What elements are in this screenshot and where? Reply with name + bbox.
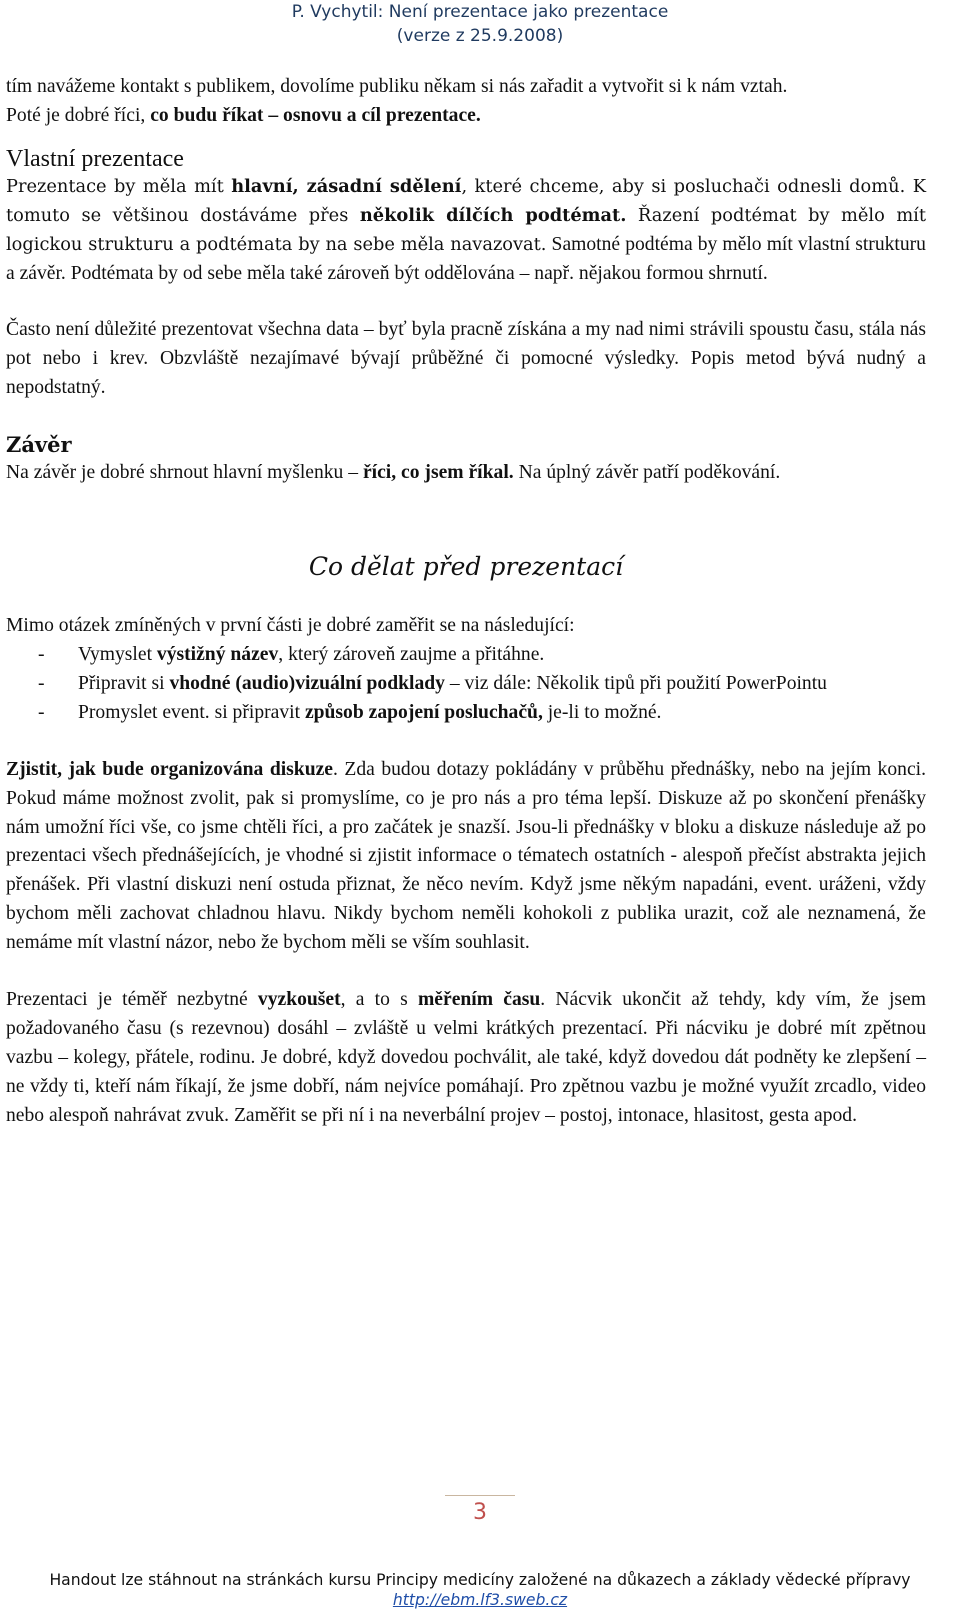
list-item bbox=[6, 699, 926, 728]
bold-text: několik dílčích podtémat. bbox=[359, 204, 627, 226]
text: Promyslet event. si připravit bbox=[78, 701, 305, 723]
dash-bullet: - bbox=[38, 672, 45, 694]
footer-link[interactable]: http://ebm.lf3.sweb.cz bbox=[392, 1591, 568, 1609]
document-body bbox=[6, 73, 926, 1131]
dash-bullet: - bbox=[38, 643, 45, 665]
section-heading-vlastni: Vlastní prezentace bbox=[6, 145, 184, 172]
header-title: P. Vychytil: Není prezentace jako prezentace bbox=[291, 2, 669, 22]
list-item bbox=[6, 670, 926, 699]
text: Prezentaci je téměř nezbytné bbox=[6, 989, 258, 1011]
footer-note: Handout lze stáhnout na stránkách kursu Principy medicíny založené na důkazech a základy vědecké přípravy bbox=[49, 1571, 911, 1589]
text: Řazení podtémat by mělo mít logickou strukturu a podtémata by na sebe měla navazovat. bbox=[6, 204, 927, 255]
text: – viz dále: Několik tipů při použití PowerPointu bbox=[444, 672, 827, 694]
header-version: (verze z 25.9.2008) bbox=[396, 26, 564, 46]
text: tím navážeme kontakt s publikem, dovolíme publiku někam si nás zařadit a vytvořit si k nám vztah. bbox=[6, 76, 788, 97]
text: Prezentace by měla mít bbox=[6, 175, 232, 197]
bold-text: hlavní, zásadní sdělení bbox=[231, 175, 462, 197]
text: Připravit si bbox=[78, 672, 170, 694]
page-number-divider bbox=[445, 1495, 515, 1496]
text: Samotné podtéma by mělo mít vlastní strukturu a závěr. Podtémata by od sebe měla také zároveň být oddělována – např. nějakou formou shrnutí. bbox=[6, 233, 926, 284]
text: Na závěr je dobré shrnout hlavní myšlenku – bbox=[6, 462, 363, 484]
text: Na úplný závěr patří poděkování. bbox=[513, 462, 781, 484]
bold-text: říci, co jsem říkal. bbox=[362, 462, 514, 484]
paragraph bbox=[6, 173, 926, 289]
bold-text: výstižný název bbox=[156, 643, 279, 665]
chapter-heading: Co dělat před prezentací bbox=[308, 552, 624, 582]
text: . Zda budou dotazy pokládány v průběhu přednášky, nebo na jejím konci. Pokud máme možnost zvolit, pak si promyslíme, co je pro nás a pro téma lepší. Diskuze až po skončení přenášky nám umožní říci vše, co jsme chtěli říci, a pro začátek je snazší. Jsou-li přednášky v bloku a diskuze následuje až po prezentaci všech přednášejících, je vhodné si zjistit informace o tématech ostatních - alespoň přečíst abstrakta jejich přenášek. Při vlastní diskuzi není ostuda přiznat, že něco nevím. Když jsme někým napadáni, event. uráženi, vždy bychom měli zachovat chladnou hlavu. Nikdy bychom neměli kohokoli z publika urazit, což ale neznamená, že nemáme mít vlastní názor, nebo že bychom měli se vším souhlasit. bbox=[6, 758, 926, 954]
bold-text: vyzkoušet bbox=[257, 989, 341, 1011]
bullet-list bbox=[6, 641, 926, 728]
paragraph bbox=[6, 756, 926, 958]
bold-text: způsob zapojení posluchačů, bbox=[304, 701, 543, 723]
paragraph bbox=[6, 612, 926, 641]
text: . Nácvik ukončit až tehdy, kdy vím, že jsem požadovaného času (s rezevnou) dosáhl – zvláště u velmi krátkých prezentací. Při nácviku je dobré mít zpětnou vazbu – kolegy, přátele, rodinu. Je dobré, když dovedou pochválit, ale také, když dovedou dát podněty ke zlepšení – ne vždy ti, kteří nám říkají, že jsme dobří, nám nejvíce pomáhají. Pro zpětnou vazbu je možné využít zrcadlo, video nebo alespoň nahrávat zvuk. Zaměřit se při ní i na neverbální projev – postoj, intonace, hlasitost, gesta apod. bbox=[6, 989, 926, 1126]
list-item bbox=[6, 641, 926, 670]
paragraph bbox=[6, 102, 926, 131]
text: Vymyslet bbox=[78, 643, 157, 665]
text: Mimo otázek zmíněných v první části je dobré zaměřit se na následující: bbox=[6, 615, 575, 637]
text: , a to s bbox=[340, 989, 418, 1011]
text: je-li to možné. bbox=[542, 701, 662, 723]
text: , který zároveň zaujme a přitáhne. bbox=[278, 643, 545, 665]
dash-bullet: - bbox=[38, 701, 45, 723]
page-number: 3 bbox=[473, 1500, 487, 1525]
bold-text: měřením času bbox=[417, 989, 541, 1011]
paragraph bbox=[6, 316, 926, 403]
paragraph bbox=[6, 986, 926, 1131]
bold-text: vhodné (audio)vizuální podklady bbox=[169, 672, 445, 694]
text: , které chceme, aby si posluchači odnesli domů. K tomuto se většinou dostáváme přes bbox=[6, 175, 926, 226]
paragraph bbox=[6, 459, 926, 488]
bold-text: Zjistit, jak bude organizována diskuze bbox=[6, 758, 333, 780]
page-header bbox=[0, 0, 960, 48]
text: Často není důležité prezentovat všechna data – byť byla pracně získána a my nad nimi strávili spoustu času, stála nás pot nebo i krev. Obzvláště nezajímavé bývají průběžné či pomocné výsledky. Popis metod bývá nudný a nepodstatný. bbox=[6, 319, 926, 399]
section-heading-zaver: Závěr bbox=[6, 432, 72, 458]
paragraph bbox=[6, 73, 926, 102]
text: Poté je dobré říci, bbox=[6, 104, 151, 126]
bold-text: co budu říkat – osnovu a cíl prezentace. bbox=[150, 104, 481, 126]
